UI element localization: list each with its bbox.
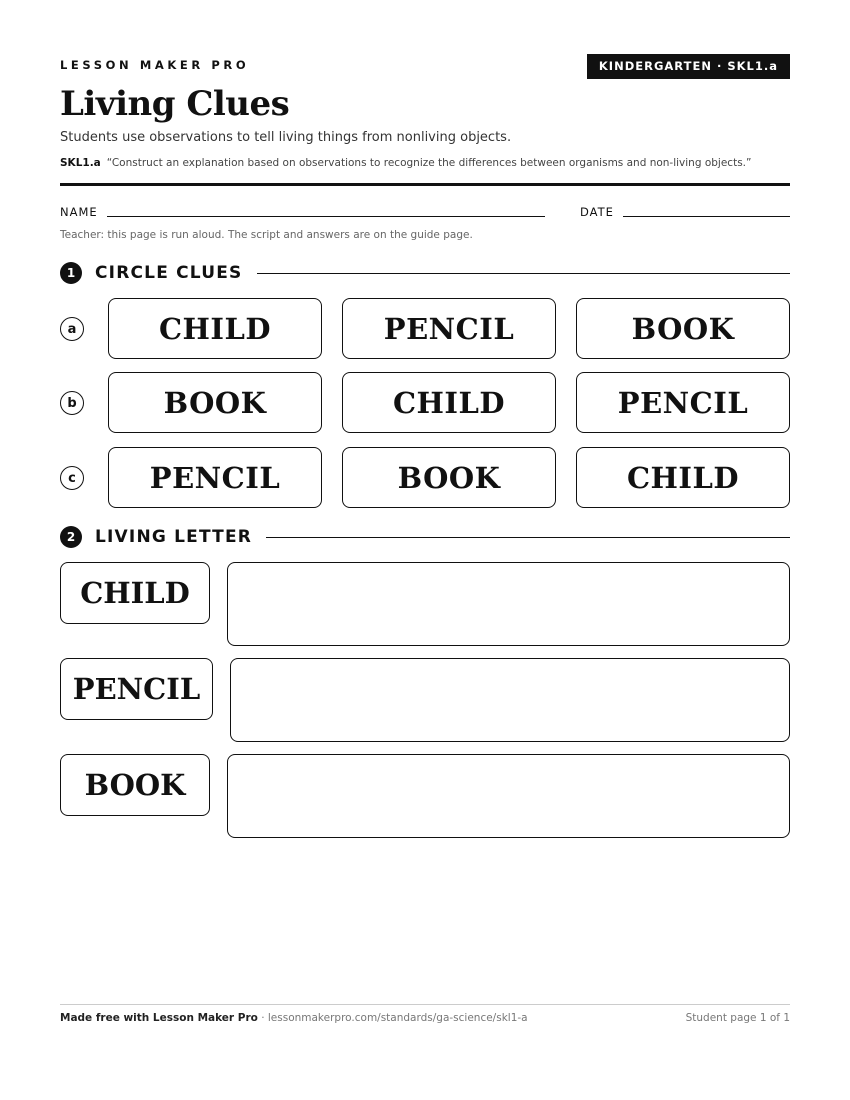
writing-box[interactable] — [227, 754, 790, 838]
standard-text: “Construct an explanation based on observations to recognize the differences between organisms and non-living objects.” — [106, 157, 752, 169]
letter-word-card: BOOK — [60, 754, 210, 816]
writing-box[interactable] — [227, 562, 790, 646]
letter-word-card: CHILD — [60, 562, 210, 624]
clue-row-a — [60, 298, 790, 360]
section-title: LIVING LETTER — [95, 527, 253, 547]
word-card[interactable]: CHILD — [576, 447, 790, 508]
word-card[interactable]: CHILD — [108, 298, 322, 359]
row-letter-badge: b — [60, 391, 84, 415]
clue-row-c — [60, 447, 790, 509]
header-divider — [60, 183, 790, 186]
standard-line — [60, 157, 751, 169]
footer-url: · lessonmakerpro.com/standards/ga-science/skl1-a — [257, 1012, 528, 1024]
word-card[interactable]: PENCIL — [108, 447, 322, 508]
writing-box[interactable] — [230, 658, 790, 742]
standard-code: SKL1.a — [60, 157, 101, 169]
word-card[interactable]: CHILD — [342, 372, 556, 433]
section-title: CIRCLE CLUES — [95, 263, 243, 283]
footer-divider — [60, 1004, 790, 1005]
date-field[interactable] — [623, 216, 790, 217]
section-header-living-letter — [60, 525, 790, 549]
word-card[interactable]: BOOK — [108, 372, 322, 433]
date-label: DATE — [580, 205, 614, 219]
row-letter-badge: a — [60, 317, 84, 341]
letter-word-card: PENCIL — [60, 658, 213, 720]
grade-badge: KINDERGARTEN · SKL1.a — [587, 54, 790, 79]
page-title: Living Clues — [60, 84, 290, 124]
brand-name: LESSON MAKER PRO — [60, 58, 250, 72]
section-number-badge: 2 — [60, 526, 82, 548]
footer-made-with: Made free with Lesson Maker Pro — [60, 1012, 258, 1024]
name-label: NAME — [60, 205, 98, 219]
section-header-circle-clues — [60, 261, 790, 285]
section-divider — [266, 537, 790, 538]
section-number-badge: 1 — [60, 262, 82, 284]
worksheet-page — [60, 0, 790, 1100]
footer-page-number: Student page 1 of 1 — [685, 1012, 790, 1024]
word-card[interactable]: PENCIL — [342, 298, 556, 359]
word-card[interactable]: BOOK — [342, 447, 556, 508]
row-letter-badge: c — [60, 466, 84, 490]
word-card[interactable]: BOOK — [576, 298, 790, 359]
name-field[interactable] — [107, 216, 545, 217]
word-card[interactable]: PENCIL — [576, 372, 790, 433]
page-subtitle: Students use observations to tell living things from nonliving objects. — [60, 130, 512, 145]
section-divider — [257, 273, 791, 274]
clue-row-b — [60, 372, 790, 434]
footer-credit — [60, 1012, 528, 1024]
teacher-note: Teacher: this page is run aloud. The script and answers are on the guide page. — [60, 229, 473, 241]
